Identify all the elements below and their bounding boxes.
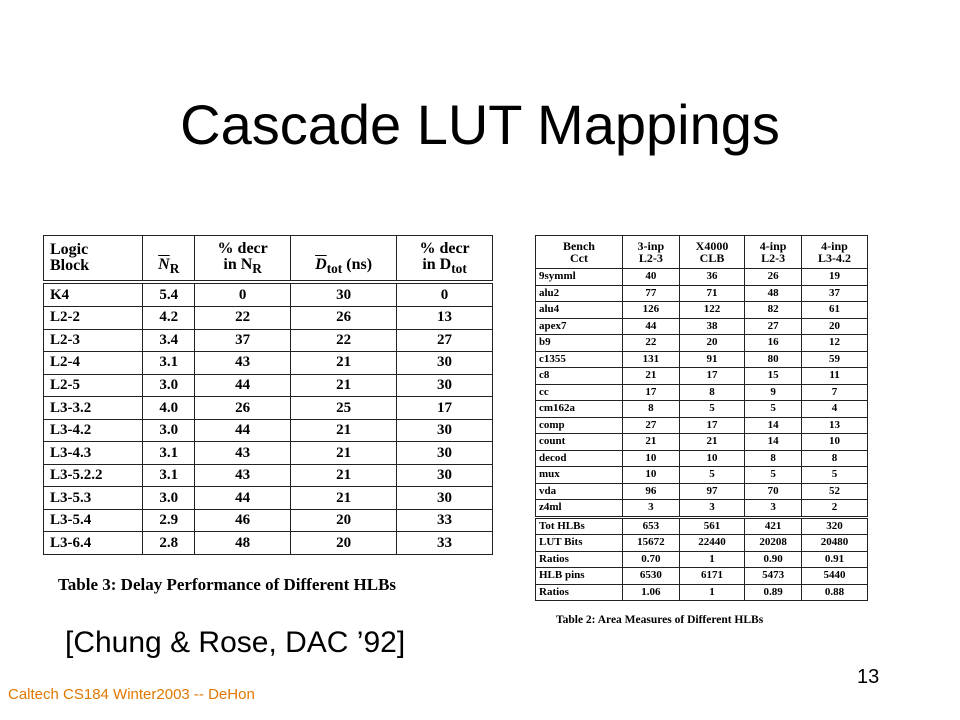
- table3-cell: L3-5.3: [44, 487, 143, 510]
- table2-row: [536, 368, 868, 385]
- table3-cell: 4.2: [143, 307, 195, 330]
- table3-cell: 20: [291, 509, 397, 532]
- table2-cell: 10: [622, 450, 679, 467]
- table3-cell: 30: [291, 282, 397, 307]
- table2-summary-row: [536, 584, 868, 601]
- table3-row: [44, 307, 493, 330]
- table2-summary-cell: 20480: [802, 535, 868, 552]
- table2-summary-cell: 6530: [622, 568, 679, 585]
- table2-row: [536, 269, 868, 286]
- table2-cell: vda: [536, 483, 623, 500]
- table3-cell: 0: [397, 282, 493, 307]
- table2-cell: 12: [802, 335, 868, 352]
- table3-cell: 44: [195, 419, 291, 442]
- header-logic-line2: Block: [50, 257, 90, 274]
- table2-cell: cc: [536, 384, 623, 401]
- table3-cell: L3-3.2: [44, 397, 143, 420]
- table2-cell: 126: [622, 302, 679, 319]
- table2-header-cell: [802, 236, 868, 269]
- table2-cell: 11: [802, 368, 868, 385]
- table3-cell: 48: [195, 532, 291, 555]
- table2-row: [536, 483, 868, 500]
- slide-title: Cascade LUT Mappings: [180, 93, 780, 156]
- table3-cell: L3-4.3: [44, 442, 143, 465]
- header-nr-symbol: $\overline{N}$: [158, 255, 170, 273]
- table2-header-cell: [745, 236, 802, 269]
- header-pct-nr-sub: R: [252, 260, 262, 276]
- table2-cell: 27: [622, 417, 679, 434]
- table3-cell: 21: [291, 487, 397, 510]
- table2-cell: 59: [802, 351, 868, 368]
- table2-cell: 82: [745, 302, 802, 319]
- table3-cell: 3.4: [143, 329, 195, 352]
- table3-cell: L3-5.4: [44, 509, 143, 532]
- table2-cell: 96: [622, 483, 679, 500]
- table2-cell: 61: [802, 302, 868, 319]
- table3-header-row: [44, 236, 493, 283]
- table2-cell: 16: [745, 335, 802, 352]
- table2-cell: b9: [536, 335, 623, 352]
- header-pct-dtot-sub: tot: [451, 260, 467, 276]
- table3-row: [44, 397, 493, 420]
- table3-cell: 17: [397, 397, 493, 420]
- table3-cell: 33: [397, 532, 493, 555]
- table3-cell: 21: [291, 464, 397, 487]
- table3-row: [44, 487, 493, 510]
- table2-cell: 13: [802, 417, 868, 434]
- table2-cell: 2: [802, 500, 868, 518]
- header-logic-block: [44, 236, 143, 283]
- table2-cell: count: [536, 434, 623, 451]
- table3-cell: 30: [397, 464, 493, 487]
- citation: [Chung & Rose, DAC ’92]: [65, 626, 406, 659]
- table2-summary-cell: 1.06: [622, 584, 679, 601]
- table2-summary-cell: 320: [802, 517, 868, 535]
- table3-cell: L2-2: [44, 307, 143, 330]
- table3-cell: 44: [195, 374, 291, 397]
- table2-summary-cell: 15672: [622, 535, 679, 552]
- table2-cell: 7: [802, 384, 868, 401]
- table2-cell: 14: [745, 417, 802, 434]
- table2-cell: 3: [745, 500, 802, 518]
- table2-summary-cell: 653: [622, 517, 679, 535]
- table3-cell: K4: [44, 282, 143, 307]
- table2-cell: 17: [679, 368, 744, 385]
- table2-cell: 52: [802, 483, 868, 500]
- table3-cell: 5.4: [143, 282, 195, 307]
- table3-cell: L3-6.4: [44, 532, 143, 555]
- table2-cell: 8: [802, 450, 868, 467]
- table2-row: [536, 335, 868, 352]
- table3-row: [44, 419, 493, 442]
- table2-header-line2: L3-4.2: [818, 251, 852, 265]
- table2-cell: 17: [679, 417, 744, 434]
- table3-cell: 30: [397, 352, 493, 375]
- table2-cell: 20: [802, 318, 868, 335]
- table2-summary-cell: 20208: [745, 535, 802, 552]
- table3-cell: 44: [195, 487, 291, 510]
- table3-cell: 3.1: [143, 464, 195, 487]
- table3-row: [44, 509, 493, 532]
- table2-row: [536, 318, 868, 335]
- table2-cell: 71: [679, 285, 744, 302]
- table3-row: [44, 329, 493, 352]
- header-nr: [143, 236, 195, 283]
- table2-cell: 91: [679, 351, 744, 368]
- table2-cell: 9symml: [536, 269, 623, 286]
- table2-row: [536, 302, 868, 319]
- table3-cell: 3.0: [143, 487, 195, 510]
- table2-summary-cell: 6171: [679, 568, 744, 585]
- table2-cell: 17: [622, 384, 679, 401]
- table2-cell: 10: [679, 450, 744, 467]
- table2-cell: 77: [622, 285, 679, 302]
- table2-cell: 21: [679, 434, 744, 451]
- table2-cell: 122: [679, 302, 744, 319]
- table3-cell: 26: [195, 397, 291, 420]
- table2-cell: z4ml: [536, 500, 623, 518]
- header-pct-nr-line2: in N: [223, 255, 253, 273]
- table3-cell: 25: [291, 397, 397, 420]
- table3-cell: 30: [397, 374, 493, 397]
- table2-header-line1: 4-inp: [759, 239, 787, 253]
- table2-summary-row: [536, 551, 868, 568]
- table2-summary-cell: 0.70: [622, 551, 679, 568]
- table2-cell: 5: [802, 467, 868, 484]
- table3-cell: 30: [397, 442, 493, 465]
- table2-summary-row: [536, 535, 868, 552]
- table3-cell: 33: [397, 509, 493, 532]
- table3-row: [44, 282, 493, 307]
- table3-cell: 0: [195, 282, 291, 307]
- table3-cell: 37: [195, 329, 291, 352]
- table2-cell: 5: [745, 401, 802, 418]
- table3-row: [44, 464, 493, 487]
- table2-cell: 26: [745, 269, 802, 286]
- footer-credit: Caltech CS184 Winter2003 -- DeHon: [8, 686, 255, 703]
- table2-header-line2: L2-3: [638, 251, 663, 265]
- table2-header-line2: CLB: [699, 251, 725, 265]
- table2-row: [536, 401, 868, 418]
- table2-summary-cell: 421: [745, 517, 802, 535]
- table2-row: [536, 500, 868, 518]
- table2-cell: c1355: [536, 351, 623, 368]
- table2-header-line1: Bench: [562, 239, 595, 253]
- table2-summary-cell: 0.88: [802, 584, 868, 601]
- table2-cell: 10: [802, 434, 868, 451]
- table2-cell: alu2: [536, 285, 623, 302]
- table3-cell: 4.0: [143, 397, 195, 420]
- table3-cell: 21: [291, 442, 397, 465]
- table2-row: [536, 351, 868, 368]
- table2-summary-cell: HLB pins: [536, 568, 623, 585]
- area-measures-table: [535, 235, 868, 601]
- table3-cell: 43: [195, 442, 291, 465]
- table3-cell: 43: [195, 464, 291, 487]
- table2-summary-cell: 5473: [745, 568, 802, 585]
- table2-cell: apex7: [536, 318, 623, 335]
- table3-cell: 21: [291, 374, 397, 397]
- table2-cell: 70: [745, 483, 802, 500]
- table2-cell: alu4: [536, 302, 623, 319]
- table3-cell: 27: [397, 329, 493, 352]
- table2-cell: 27: [745, 318, 802, 335]
- table2-cell: c8: [536, 368, 623, 385]
- table3-cell: 46: [195, 509, 291, 532]
- table3-cell: L2-4: [44, 352, 143, 375]
- table2-cell: 8: [745, 450, 802, 467]
- table3-cell: L2-3: [44, 329, 143, 352]
- table2-summary-cell: 1: [679, 551, 744, 568]
- table2-cell: 20: [679, 335, 744, 352]
- table2-cell: 15: [745, 368, 802, 385]
- page-number: 13: [857, 666, 880, 688]
- table3-cell: 3.1: [143, 442, 195, 465]
- table2-body: [536, 269, 868, 601]
- table2-row: [536, 450, 868, 467]
- table3-cell: 30: [397, 419, 493, 442]
- delay-performance-table: [43, 235, 493, 555]
- table2-header-line1: 4-inp: [821, 239, 848, 253]
- table2-summary-cell: 0.89: [745, 584, 802, 601]
- table3-cell: 13: [397, 307, 493, 330]
- table2-caption: Table 2: Area Measures of Different HLBs: [556, 614, 764, 626]
- table2-summary-row: [536, 517, 868, 535]
- table3-cell: 21: [291, 419, 397, 442]
- table2-cell: 21: [622, 368, 679, 385]
- table2-cell: cm162a: [536, 401, 623, 418]
- table2-cell: 5: [745, 467, 802, 484]
- table2-cell: 19: [802, 269, 868, 286]
- header-pct-dtot-line1: % decr: [419, 239, 470, 257]
- table2-cell: 97: [679, 483, 744, 500]
- table2-row: [536, 384, 868, 401]
- table2-summary-cell: LUT Bits: [536, 535, 623, 552]
- table2-row: [536, 285, 868, 302]
- table3-cell: 20: [291, 532, 397, 555]
- table3-body: [44, 282, 493, 555]
- table2-summary-cell: 561: [679, 517, 744, 535]
- table3-cell: 30: [397, 487, 493, 510]
- table2-summary-cell: 1: [679, 584, 744, 601]
- table2-cell: 48: [745, 285, 802, 302]
- header-dtot-symbol: $\overline{D}$: [315, 255, 327, 273]
- table2-row: [536, 417, 868, 434]
- table3-cell: 3.0: [143, 374, 195, 397]
- table2-cell: 131: [622, 351, 679, 368]
- table2-header-line1: X4000: [695, 239, 729, 253]
- table3-cell: 2.8: [143, 532, 195, 555]
- table3-cell: 22: [291, 329, 397, 352]
- table3-cell: 43: [195, 352, 291, 375]
- table2-row: [536, 434, 868, 451]
- table3-row: [44, 374, 493, 397]
- table2-cell: 10: [622, 467, 679, 484]
- header-dtot: [291, 236, 397, 283]
- table2-cell: 8: [679, 384, 744, 401]
- table2-cell: 5: [679, 401, 744, 418]
- header-pct-dtot: [397, 236, 493, 283]
- table2-header-cell: [536, 236, 623, 269]
- table2-cell: 9: [745, 384, 802, 401]
- table2-cell: 44: [622, 318, 679, 335]
- table2-cell: 14: [745, 434, 802, 451]
- table3-row: [44, 442, 493, 465]
- table3-cell: 3.0: [143, 419, 195, 442]
- table2-header-line1: 3-inp: [637, 239, 665, 253]
- table2-cell: 21: [622, 434, 679, 451]
- table2-summary-cell: 0.90: [745, 551, 802, 568]
- table2-cell: 22: [622, 335, 679, 352]
- table2-summary-cell: Ratios: [536, 584, 623, 601]
- header-nr-sub: R: [169, 260, 180, 276]
- table2-cell: 8: [622, 401, 679, 418]
- table3-row: [44, 532, 493, 555]
- table2-summary-cell: 0.91: [802, 551, 868, 568]
- table2-header-line2: Cct: [569, 251, 588, 265]
- header-pct-nr: [195, 236, 291, 283]
- table2-row: [536, 467, 868, 484]
- table3-cell: 26: [291, 307, 397, 330]
- table2-cell: 3: [679, 500, 744, 518]
- table2-summary-cell: Tot HLBs: [536, 517, 623, 535]
- table2-cell: 40: [622, 269, 679, 286]
- table3-caption: Table 3: Delay Performance of Different HLBs: [58, 575, 397, 594]
- table2-cell: 80: [745, 351, 802, 368]
- table2-summary-row: [536, 568, 868, 585]
- header-dtot-unit: (ns): [346, 255, 373, 273]
- table2-cell: decod: [536, 450, 623, 467]
- table3-cell: 3.1: [143, 352, 195, 375]
- table2-header-line2: L2-3: [761, 251, 786, 265]
- header-dtot-sub: tot: [326, 260, 343, 276]
- header-pct-dtot-line2: in D: [422, 255, 452, 273]
- table3-row: [44, 352, 493, 375]
- header-pct-nr-line1: % decr: [217, 239, 268, 257]
- table2-cell: 36: [679, 269, 744, 286]
- table2-summary-cell: 22440: [679, 535, 744, 552]
- table2-header-row: [536, 236, 868, 269]
- table3-cell: L2-5: [44, 374, 143, 397]
- table2-header-cell: [622, 236, 679, 269]
- table2-header-cell: [679, 236, 744, 269]
- table2-cell: 5: [679, 467, 744, 484]
- table3-cell: 22: [195, 307, 291, 330]
- table2-summary-cell: 5440: [802, 568, 868, 585]
- table2-summary-cell: Ratios: [536, 551, 623, 568]
- header-logic-line1: Logic: [50, 241, 89, 258]
- table2-cell: 37: [802, 285, 868, 302]
- table3-cell: L3-4.2: [44, 419, 143, 442]
- table2-cell: 3: [622, 500, 679, 518]
- table2-cell: 38: [679, 318, 744, 335]
- table2-cell: 4: [802, 401, 868, 418]
- table3-cell: 2.9: [143, 509, 195, 532]
- table2-cell: mux: [536, 467, 623, 484]
- table2-cell: comp: [536, 417, 623, 434]
- table3-cell: 21: [291, 352, 397, 375]
- table3-cell: L3-5.2.2: [44, 464, 143, 487]
